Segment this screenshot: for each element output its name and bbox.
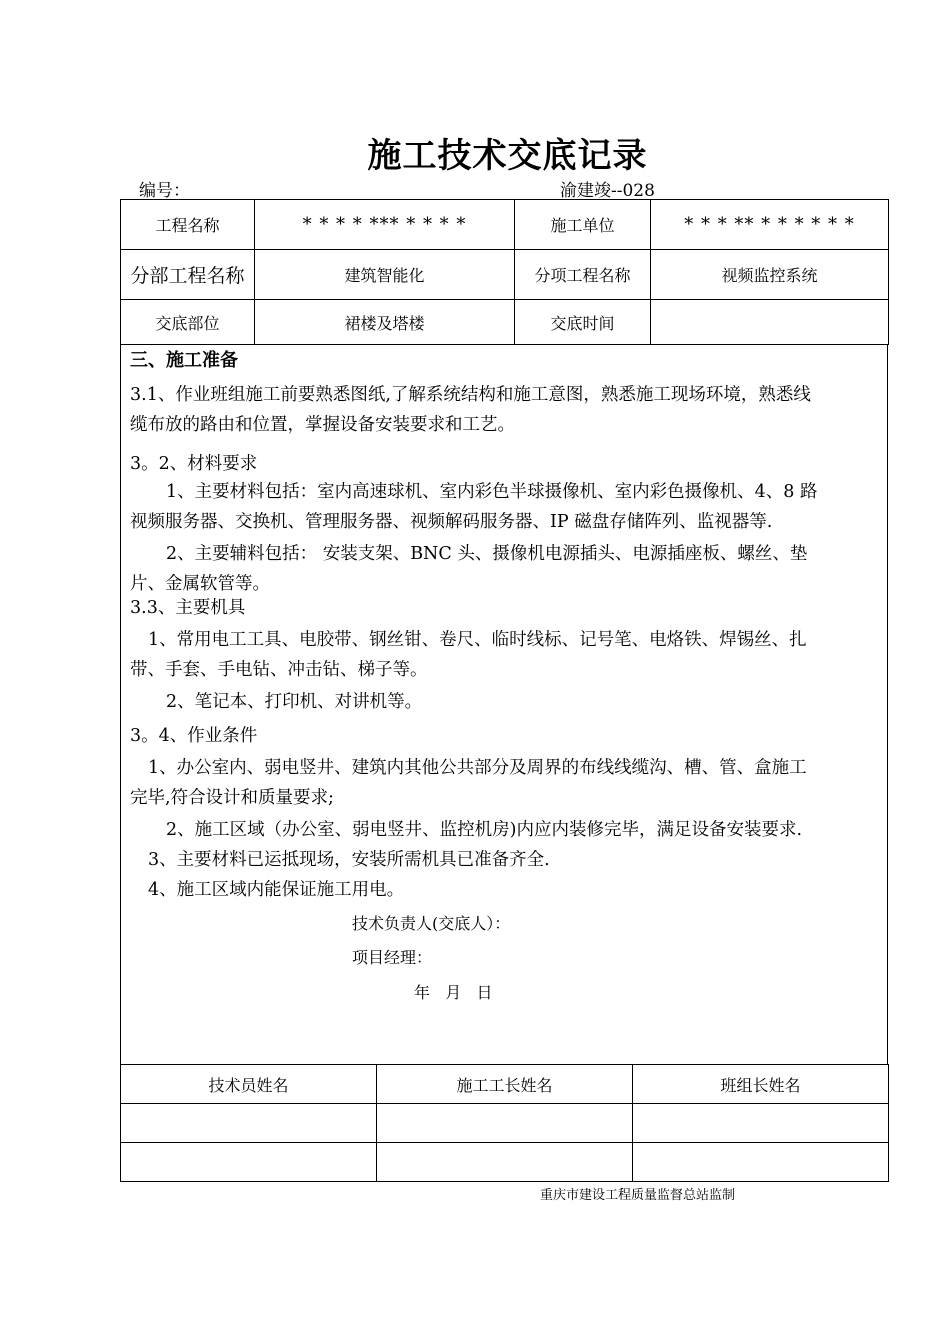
paragraph-3-3	[130, 593, 880, 717]
project-name-value: * * * * *** * * * *	[255, 200, 515, 250]
text-line: 片、金属软管等。	[130, 574, 270, 594]
text-line: 缆布放的路由和位置，掌握设备安装要求和工艺。	[130, 415, 515, 435]
text-line: 2、笔记本、打印机、对讲机等。	[166, 692, 423, 712]
technician-label: 技术员姓名	[121, 1065, 377, 1104]
project-name-label: 工程名称	[121, 200, 255, 250]
text-line: 3.1、作业班组施工前要熟悉图纸,了解系统结构和施工意图，熟悉施工现场环境，熟悉线	[130, 385, 811, 405]
text-line: 1、主要材料包括：室内高速球机、室内彩色半球摄像机、室内彩色摄像机、4、8 路	[166, 482, 818, 502]
text-line: 2、主要辅料包括： 安装支架、BNC 头、摄像机电源插头、电源插座板、螺丝、垫	[166, 544, 808, 564]
date-label: 年 月 日	[414, 983, 493, 1002]
disclosure-time-label: 交底时间	[515, 300, 651, 345]
construction-unit-label: 施工单位	[515, 200, 651, 250]
section-heading: 三、施工准备	[130, 350, 238, 371]
text-line: 1、常用电工工具、电胶带、钢丝钳、卷尺、临时线标、记号笔、电烙铁、焊锡丝、扎	[148, 630, 807, 650]
foreman-label: 施工工长姓名	[377, 1065, 633, 1104]
text-line: 1、办公室内、弱电竖井、建筑内其他公共部分及周界的布线线缆沟、槽、管、盒施工	[148, 758, 807, 778]
paragraph-3-2	[130, 449, 880, 599]
text-line: 视频服务器、交换机、管理服务器、视频解码服务器、IP 磁盘存储阵列、监视器等.	[130, 512, 773, 532]
team-leader-label: 班组长姓名	[633, 1065, 889, 1104]
sub-project-label: 分部工程名称	[121, 250, 255, 300]
text-line: 完毕,符合设计和质量要求;	[130, 788, 334, 808]
disclosure-part-value: 裙楼及塔楼	[255, 300, 515, 345]
tech-lead-label: 技术负责人(交底人）：	[352, 914, 511, 933]
names-table	[120, 1064, 889, 1182]
construction-unit-value: * * * ** * * * * * *	[651, 200, 889, 250]
paragraph-3-1	[130, 380, 880, 440]
technician-name-cell[interactable]	[121, 1104, 377, 1143]
disclosure-time-value	[651, 300, 889, 345]
item-project-label: 分项工程名称	[515, 250, 651, 300]
footer-issuer: 重庆市建设工程质量监督总站监制	[540, 1188, 736, 1203]
subsection-title: 3。2、材料要求	[130, 454, 258, 474]
text-line: 带、手套、手电钻、冲击钻、梯子等。	[130, 660, 428, 680]
text-line: 4、施工区域内能保证施工用电。	[148, 880, 405, 900]
paragraph-3-4	[130, 721, 880, 905]
sub-project-value: 建筑智能化	[255, 250, 515, 300]
document-title: 施工技术交底记录	[367, 136, 648, 176]
subsection-title: 3.3、主要机具	[130, 598, 246, 618]
document-code: 渝建竣--028	[560, 181, 655, 201]
item-project-value: 视频监控系统	[651, 250, 889, 300]
number-label: 编号：	[139, 181, 190, 201]
foreman-name-cell[interactable]	[377, 1104, 633, 1143]
text-line: 2、施工区域（办公室、弱电竖井、监控机房)内应内装修完毕，满足设备安装要求.	[166, 820, 803, 840]
disclosure-part-label: 交底部位	[121, 300, 255, 345]
text-line: 3、主要材料已运抵现场，安装所需机具已准备齐全.	[148, 850, 550, 870]
team-leader-name-cell[interactable]	[633, 1104, 889, 1143]
foreman-name-cell[interactable]	[377, 1143, 633, 1182]
subsection-title: 3。4、作业条件	[130, 726, 258, 746]
project-info-table	[120, 199, 889, 345]
project-manager-label: 项目经理：	[352, 948, 433, 967]
technician-name-cell[interactable]	[121, 1143, 377, 1182]
team-leader-name-cell[interactable]	[633, 1143, 889, 1182]
